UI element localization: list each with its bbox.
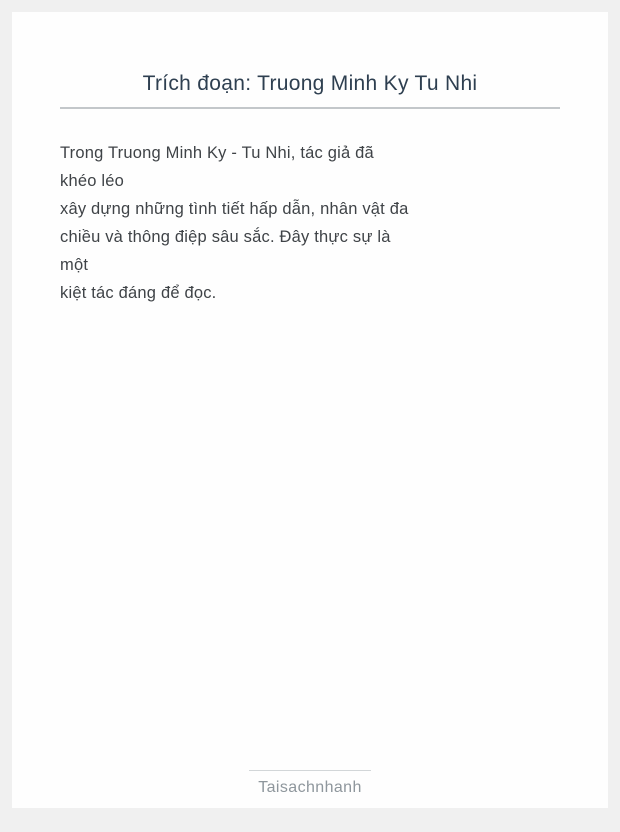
footer xyxy=(249,770,371,798)
excerpt-line: khéo léo xyxy=(60,172,124,190)
excerpt-page xyxy=(12,12,608,808)
excerpt-paragraph xyxy=(60,139,560,307)
canvas xyxy=(0,12,620,832)
excerpt-line: kiệt tác đáng để đọc. xyxy=(60,284,217,302)
excerpt-line: chiều và thông điệp sâu sắc. Đây thực sự là xyxy=(60,228,391,246)
page-title: Trích đoạn: Truong Minh Ky Tu Nhi xyxy=(142,72,478,95)
footer-brand: Taisachnhanh xyxy=(258,779,362,796)
excerpt-line: Trong Truong Minh Ky - Tu Nhi, tác giả đã xyxy=(60,144,374,162)
excerpt-line: xây dựng những tình tiết hấp dẫn, nhân vật đa xyxy=(60,200,409,218)
title-divider xyxy=(60,107,560,109)
excerpt-line: một xyxy=(60,256,89,274)
